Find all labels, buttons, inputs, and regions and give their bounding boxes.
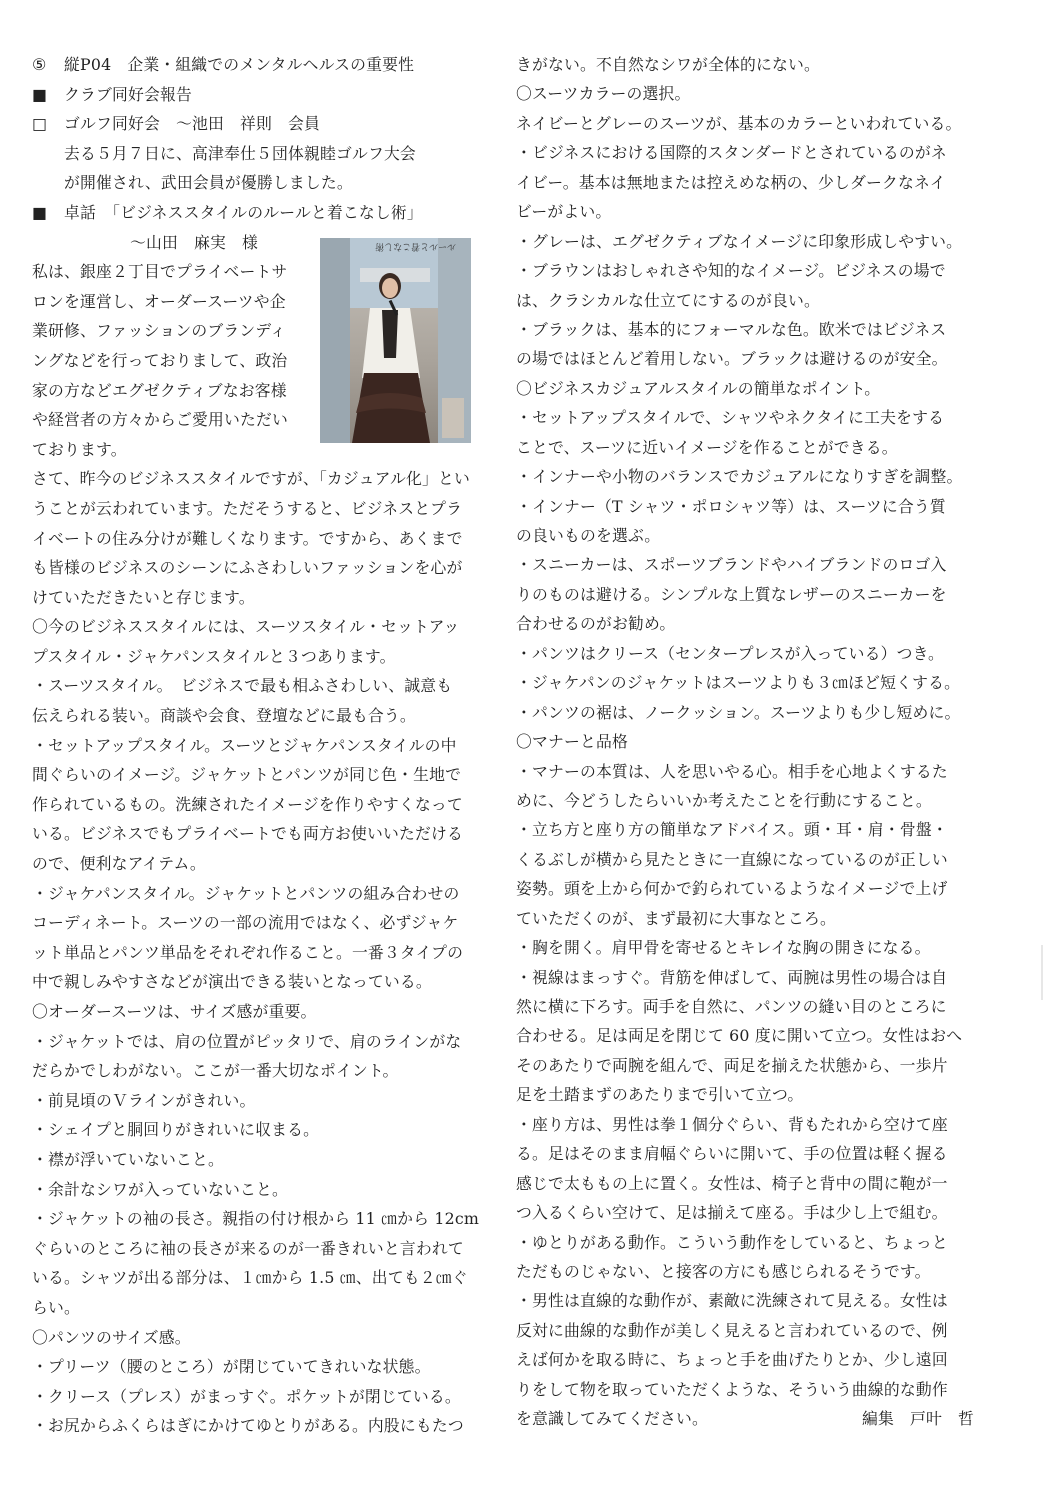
body-line: 作られているもの。洗練されたイメージを作りやすくなって [32, 794, 463, 814]
body-line: ・クリース（プレス）がまっすぐ。ポケットが閉じている。 [32, 1386, 461, 1406]
body-line: ・シェイプと胴回りがきれいに収まる。 [32, 1120, 320, 1140]
body-line: きがない。不自然なシワが全体的にない。 [516, 55, 820, 74]
body-line: ただものじゃない、と接客の方にも感じられるそうです。 [516, 1261, 931, 1281]
body-line: は、クラシカルな仕立てにするのが良い。 [516, 290, 820, 310]
body-line: ・ゆとりがある動作。こういう動作をしていると、ちょっと [516, 1232, 948, 1252]
photo-banner-text: ルールと着こなし術 [375, 241, 456, 251]
body-line: ・パンツはクリース（センタープレスが入っている）つき。 [516, 643, 944, 663]
body-line: 合わせるのがお勧め。 [516, 614, 676, 634]
intro-line: ングなどを行っておりまして、政治 [32, 350, 288, 370]
body-line: る。足はそのまま肩幅ぐらいに開いて、手の位置は軽く握る [516, 1144, 948, 1164]
body-line: ・ジャケットでは、肩の位置がピッタリで、肩のラインがな [32, 1031, 462, 1051]
intro-line: や経営者の方々からご愛用いただい [32, 410, 288, 430]
intro-line: 私は、銀座２丁目でプライベートサ [32, 262, 288, 282]
body-line: の良いものを選ぶ。 [516, 526, 661, 545]
golf-body-line: が開催され、武田会員が優勝しました。 [64, 173, 353, 193]
body-line: 感じで太ももの上に置く。女性は、椅子と背中の間に鞄が一 [516, 1173, 948, 1193]
body-line: ・余計なシワが入っていないこと。 [32, 1179, 288, 1199]
body-line: プスタイル・ジャケパンスタイルと３つあります。 [32, 646, 396, 666]
body-line: 中で親しみやすさなどが演出できる装いとなっている。 [32, 972, 432, 992]
body-line: ・マナーの本質は、人を思いやる心。相手を心地よくするた [516, 761, 948, 781]
body-line: ・スーツスタイル。 ビジネスで最も相ふさわしい、誠意も [32, 676, 453, 696]
body-line: えば何かを取る時に、ちょっと手を曲げたりとか、少し遠回 [516, 1350, 948, 1370]
body-line: ビーがよい。 [516, 202, 612, 222]
body-line: 〇ビジネスカジュアルスタイルの簡単なポイント。 [516, 378, 881, 398]
body-line: ・男性は直線的な動作が、素敵に洗練されて見える。女性は [516, 1291, 948, 1311]
closing-sentence: を意識してみてください。 [516, 1409, 708, 1429]
body-line: ・インナーや小物のバランスでカジュアルになりすぎを調整。 [516, 467, 963, 487]
intro-line: ております。 [32, 439, 127, 459]
body-line: うことが云われています。ただそうすると、ビジネスとプラ [32, 498, 463, 518]
open-square-bullet-icon: □ [32, 114, 48, 134]
body-line: ット単品とパンツ単品をそれぞれ作ること。一番３タイプの [32, 942, 464, 962]
body-line: 反対に曲線的な動作が美しく見えると言われているので、例 [516, 1320, 948, 1340]
body-line: ・座り方は、男性は拳１個分ぐらい、背もたれから空けて座 [516, 1114, 948, 1134]
body-line: ・立ち方と座り方の簡単なアドバイス。頭・耳・肩・骨盤・ [516, 820, 948, 840]
body-line: 〇今のビジネススタイルには、スーツスタイル・セットアッ [32, 617, 460, 637]
body-line: さて、昨今のビジネススタイルですが、「カジュアル化」とい [32, 469, 470, 489]
body-line: ・グレーは、エグゼクティブなイメージに印象形成しやすい。 [516, 231, 963, 251]
body-line: ことで、スーツに近いイメージを作ることができる。 [516, 437, 898, 457]
body-line: ・ジャケパンスタイル。ジャケットとパンツの組み合わせの [32, 883, 460, 903]
scan-edge-mark [1041, 945, 1043, 1000]
body-line: ・セットアップスタイルで、シャツやネクタイに工夫をする [516, 408, 945, 428]
intro-line: 業研修、ファッションのブランディ [32, 321, 287, 341]
circled-five-mark: ⑤ [32, 55, 47, 74]
body-line: も皆様のビジネスのシーンにふさわしいファッションを心が [32, 558, 463, 578]
body-line: 合わせる。足は両足を閉じて 60 度に開いて立つ。女性はおへ [516, 1026, 963, 1046]
intro-line: ロンを運営し、オーダースーツや企 [32, 291, 286, 311]
filled-square-bullet-icon: ■ [32, 202, 48, 222]
body-line: ・プリーツ（腰のところ）が閉じていてきれいな状態。 [32, 1357, 431, 1377]
body-line: ので、便利なアイテム。 [32, 854, 206, 874]
body-line: ・パンツの裾は、ノークッション。スーツよりも少し短めに。 [516, 702, 961, 722]
speaker-name: ～山田 麻実 様 [130, 232, 258, 252]
body-line: ・ブラウンはおしゃれさや知的なイメージ。ビジネスの場で [516, 261, 946, 281]
body-line: ・ブラックは、基本的にフォーマルな色。欧米ではビジネス [516, 319, 947, 339]
body-line: そのあたりで両腕を組んで、両足を揃えた状態から、一歩片 [516, 1055, 948, 1075]
body-line: ・視線はまっすぐ。背筋を伸ばして、両腕は男性の場合は自 [516, 967, 948, 987]
body-line: らい。 [32, 1297, 80, 1317]
body-line: いる。シャツが出る部分は、１㎝から 1.5 ㎝、出ても２㎝ぐ [32, 1268, 468, 1288]
body-line: 間ぐらいのイメージ。ジャケットとパンツが同じ色・生地で [32, 765, 462, 785]
body-line: めに、今どうしたらいいか考えたことを行動にすること。 [516, 790, 932, 810]
body-line: ・ジャケットの袖の長さ。親指の付け根から 11 ㎝から 12cm [32, 1209, 480, 1229]
body-line: ・インナー（T シャツ・ポロシャツ等）は、スーツに合う質 [516, 496, 946, 516]
right-column [516, 50, 982, 1434]
club-report-heading: ■ クラブ同好会報告 [32, 80, 494, 110]
body-line: ・ビジネスにおける国際的スタンダードとされているのがネ [516, 143, 947, 163]
body-line: ネイビーとグレーのスーツが、基本のカラーといわれている。 [516, 113, 962, 133]
body-line: ・お尻からふくらはぎにかけてゆとりがある。内股にもたつ [32, 1416, 464, 1436]
golf-body-line: 去る５月７日に、高津奉仕５団体親睦ゴルフ大会 [64, 143, 416, 163]
body-line: ・前見頃のＶラインがきれい。 [32, 1090, 256, 1110]
body-line: 〇パンツのサイズ感。 [32, 1327, 191, 1347]
golf-club-heading: □ ゴルフ同好会 ～池田 祥則 会員 [32, 109, 494, 139]
body-line: 〇オーダースーツは、サイズ感が重要。 [32, 1002, 317, 1021]
body-line: くるぶしが横から見たときに一直線になっているのが正しい [516, 849, 948, 869]
talk-heading: ■ 卓話 「ビジネススタイルのルールと着こなし術」 [32, 198, 494, 228]
editor-credit: 編集 戸叶 哲 [862, 1409, 974, 1429]
body-line: ・胸を開く。肩甲骨を寄せるとキレイな胸の開きになる。 [516, 938, 931, 958]
agenda-item-5: ⑤ 縦P04 企業・組織でのメンタルヘルスの重要性 [32, 50, 494, 80]
filled-square-bullet-icon: ■ [32, 84, 48, 104]
body-line: りのものは避ける。シンプルな上質なレザーのスニーカーを [516, 584, 947, 604]
body-line: いる。ビジネスでもプライベートでも両方お使いいただける [32, 824, 463, 844]
body-line: りをして物を取っていただくような、そういう曲線的な動作 [516, 1379, 948, 1399]
body-line: イベートの住み分けが難しくなります。ですから、あくまで [32, 528, 463, 548]
body-line: けていただきたいと存じます。 [32, 587, 255, 607]
body-line: 足を土踏まずのあたりまで引いて立つ。 [516, 1085, 804, 1105]
speaker-photo [320, 238, 471, 443]
body-line: ・スニーカーは、スポーツブランドやハイブランドのロゴ入 [516, 555, 947, 575]
body-line: ・セットアップスタイル。スーツとジャケパンスタイルの中 [32, 735, 457, 755]
body-line: 然に横に下ろす。両手を自然に、パンツの縫い目のところに [516, 997, 947, 1016]
body-line: ていただくのが、まず最初に大事なところ。 [516, 908, 836, 928]
body-line: ・襟が浮いていないこと。 [32, 1149, 224, 1169]
intro-line: 家の方などエグゼクティブなお客様 [32, 380, 287, 400]
body-line: 姿勢。頭を上から何かで釣られているようなイメージで上げ [516, 879, 948, 899]
body-line: 〇マナーと品格 [516, 732, 628, 752]
body-line: の場ではほとんど着用しない。ブラックは避けるのが安全。 [516, 349, 948, 369]
body-line: イビー。基本は無地または控えめな柄の、少しダークなネイ [516, 172, 946, 192]
last-line [516, 1404, 982, 1433]
body-line: ・ジャケパンのジャケットはスーツよりも３㎝ほど短くする。 [516, 673, 961, 693]
body-line: ぐらいのところに袖の長さが来るのが一番きれいと言われて [32, 1238, 464, 1258]
body-line: 〇スーツカラーの選択。 [516, 84, 691, 104]
body-line: 伝えられる装い。商談や会食、登壇などに最も合う。 [32, 706, 416, 726]
speaker-photo-illustration [320, 238, 471, 443]
body-line: コーディネート。スーツの一部の流用ではなく、必ずジャケ [32, 913, 459, 933]
body-line: だらかでしわがない。ここが一番大切なポイント。 [32, 1061, 399, 1081]
body-line: つ入るくらい空けて、足は揃えて座る。手は少し上で組む。 [516, 1203, 948, 1223]
